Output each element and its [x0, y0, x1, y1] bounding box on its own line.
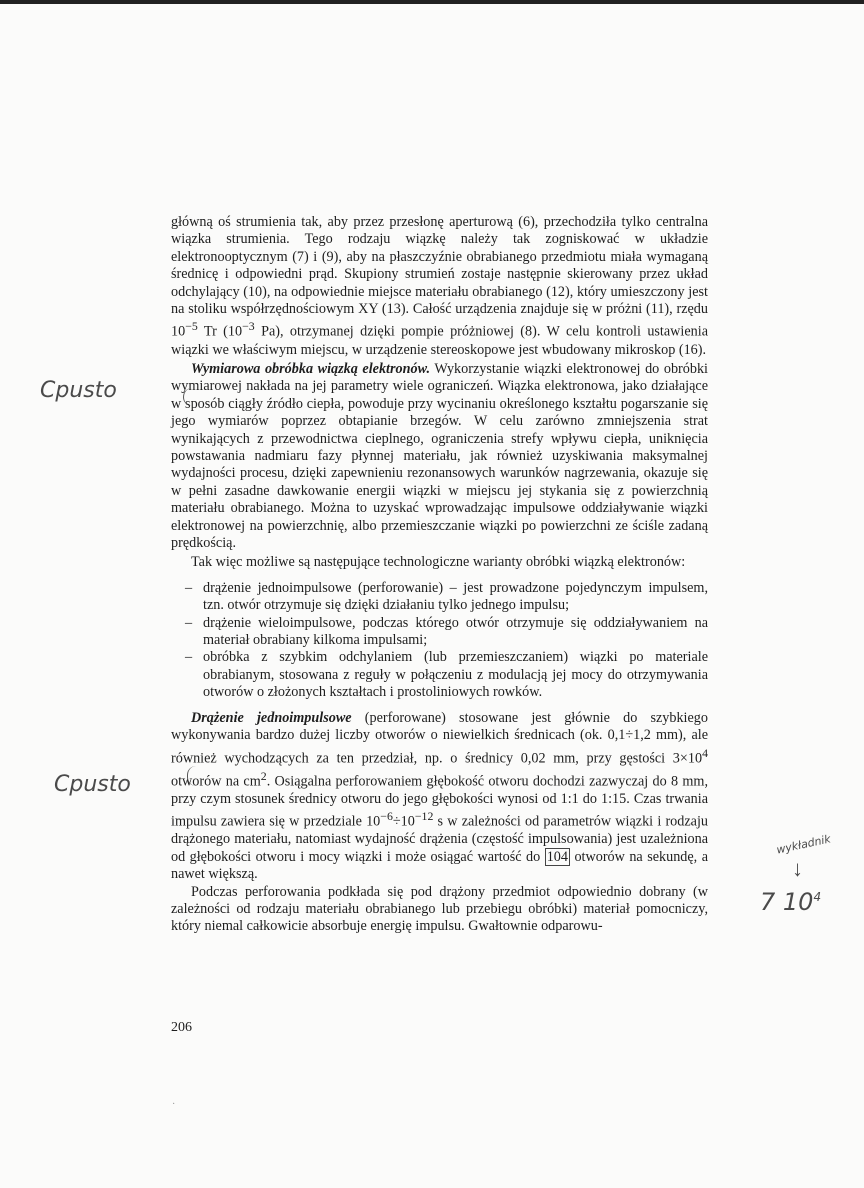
list-item: – drążenie jednoimpulsowe (perforowanie) – jest prowadzone pojedynczym impulsem, tzn. otwór otrzymuje się dzięki działaniu tylko jednego impulsu;: [185, 579, 708, 614]
section-heading-wymiarowa: Wymiarowa obróbka wiązką elektronów.: [191, 360, 431, 377]
list-item: – obróbka z szybkim odchylaniem (lub przemieszczaniem) wiązki po materiale obrabianym, stosowana z reguły w połączeniu z modulacją jej mocy do otrzymywania otworów o złożonych kształtach i prostoliniowych rowków.: [185, 649, 708, 701]
margin-note: Cpusto: [40, 378, 117, 403]
variants-list: [171, 580, 708, 702]
scan-smudge: ·: [172, 1099, 176, 1110]
section-heading-drazenie: Drążenie jednoimpulsowe: [191, 709, 352, 726]
page-body: [171, 214, 708, 936]
paragraph-1: główną oś strumienia tak, aby przez przesłonę aperturową (6), przechodziła tylko centralna wiązka strumienia. Tego rodzaju wiązkę należy tak zogniskować w układzie elektronooptycznym (7) i (9), aby na płaszczyźnie obrabianego przedmiotu miała wymaganą średnicę i odpowiedni prąd. Skupiony strumień zostaje następnie skierowany przez układ odchylający (10), na odpowiednie miejsce materiału obrabianego (12), który umieszczony jest na stoliku współrzędnościowym XY (13). Całość urządzenia znajduje się w próżni (11), rzędu $10^{-5}$ Tr ($10^{-3}$ Pa), otrzymanej dzięki pompie próżniowej (8). W celu kontroli ustawienia wiązki we właściwym miejscu, w urządzenie stereoskopowe jest wbudowany mikroskop (16).: [171, 214, 708, 358]
scan-top-edge: [0, 0, 864, 4]
paragraph-perforowanie: Podczas perforowania podkłada się pod drążony przedmiot odpowiednio dobrany (w zależności od rodzaju materiału obrabianego lub przebiegu obróbki) materiał pomocniczy, który niemal całkowicie absorbuje energię impulsu. Gwałtownie odparowu-: [171, 883, 708, 935]
paragraph-variants-intro: Tak więc możliwe są następujące technologiczne warianty obróbki wiązką elektronów:: [191, 554, 686, 571]
bracket-mark: [187, 766, 196, 786]
paragraph-drazenie: Drążenie jednoimpulsowe (perforowane) stosowane jest głównie do szybkiego wykonywania bardzo dużej liczby otworów o niewielkich średnicach (ok. 0,1÷1,2 mm), ale również wychodzących za ten przedział, np. o średnicy 0,02 mm, przy gęstości $3\times 10^4$ otworów na $cm^2$. Osiągalna perforowaniem głębokość otworu dochodzi zazwyczaj do 8 mm, przy czym stosunek średnicy otworu do jego głębokości wynosi od 1:1 do 1:15. Czas trwania impulsu zawiera się w przedziale $10^{-6}\div 10^{-12}$ s w zależności od parametrów wiązki i rodzaju drążonego materiału, natomiast wydajność drążenia (częstość impulsowania) jest uzależniona od głębokości otworu i mocy wiązki i może osiągać wartość do 104 otworów na sekundę, a nawet większą.: [171, 709, 709, 883]
margin-note: wykładnik: [775, 832, 832, 857]
page-number: 206: [171, 1020, 192, 1035]
margin-note: 7 $10^4$: [760, 888, 822, 916]
list-item: – drążenie wieloimpulsowe, podczas którego otwór otrzymuje się oddziaływaniem na materiał obrabiany kilkoma impulsami;: [185, 614, 708, 649]
paragraph-wymiarowa: Wymiarowa obróbka wiązką elektronów. Wykorzystanie wiązki elektronowej do obróbki wymiarowej nakłada na jej parametry wiele ograniczeń. Wiązka elektronowa, jako działające w sposób ciągły źródło ciepła, powoduje przy wycinaniu określonego kształtu pogarszanie się jego wymiarów poprzez obtapianie brzegów. W celu zarówno zmniejszenia strat wynikających z przewodnictwa cieplnego, ograniczenia strefy wpływu ciepła, uniknięcia powstawania nadmiaru fazy płynnej materiału, jak również uzyskiwania maksymalnej wydajności procesu, dzięki zapewnieniu rezonansowych warunków nagrzewania, okazuje się w pełni zasadne dawkowanie energii wiązki w miejscu jej stykania się z powierzchnią materiału obrabianego. Można to uzyskać wprowadzając impulsowe oddziaływanie wiązki elektronowej na powierzchnię, albo przemieszczanie wiązki po powierzchni ze ściśle zadaną prędkością.: [171, 360, 708, 552]
marked-value: 104: [546, 848, 568, 865]
arrow-down-icon: ↓: [792, 856, 803, 881]
margin-note: Cpusto: [54, 772, 131, 797]
